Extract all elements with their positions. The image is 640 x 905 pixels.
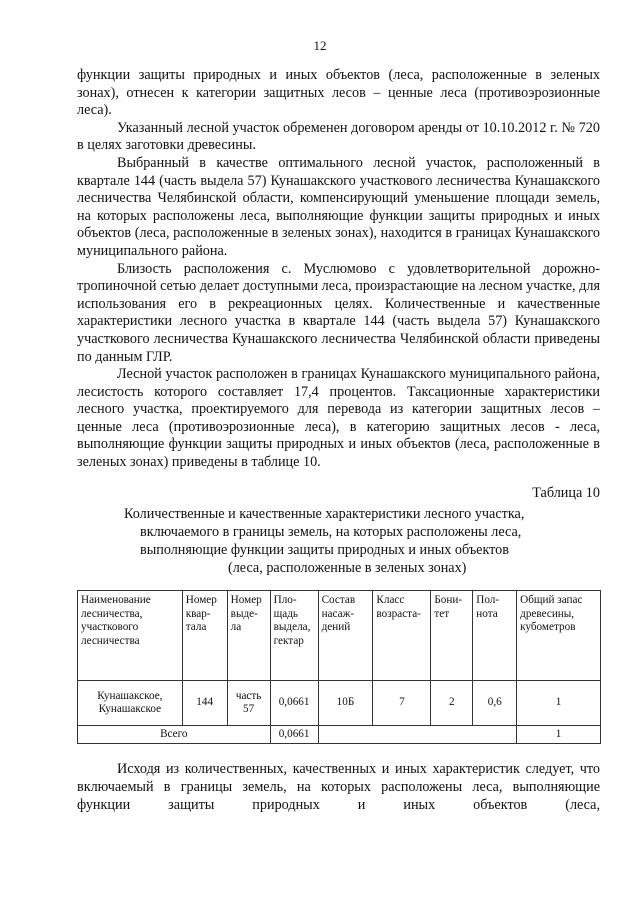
paragraph-6: Исходя из количественных, качественных и иных характеристик следует, что включаемый в границы земель, на которых расположены леса, выполняющие функции защиты природных и иных объектов (леса,	[77, 761, 600, 813]
header-forestry: Наименование лесничества, участкового лесничества	[78, 591, 183, 681]
cell-area: 0,0661	[270, 681, 318, 726]
header-bonitet: Бони-тет	[431, 591, 473, 681]
table-caption: Таблица 10	[532, 485, 600, 501]
table-row	[78, 681, 601, 726]
table-title-line: (леса, расположенные в зеленых зонах)	[228, 560, 467, 576]
cell-composition: 10Б	[318, 681, 373, 726]
table-title-line: включаемого в границы земель, на которых расположены леса,	[140, 524, 522, 540]
cell-quarter: 144	[182, 681, 227, 726]
cell-section: часть 57	[227, 681, 270, 726]
paragraph-4: Близость расположения с. Муслюмово с удовлетворительной дорожно-тропиночной сетью делает доступными леса, произрастающие на лесном участке, для использования его в рекреационных целях. Количественные и качественные характеристики лесного участка в квартале 144 (часть выдела 57) Кунашакского участкового лесничества Кунашакского лесничества Челябинской области приведены по данным ГЛР.	[77, 260, 600, 365]
paragraph-2: Указанный лесной участок обременен договором аренды от 10.10.2012 г. № 720 в целях заготовки древесины.	[77, 119, 600, 154]
paragraph-1: функции защиты природных и иных объектов (леса, расположенные в зеленых зонах), отнесен к категории защитных лесов – ценные леса (противоэрозионные леса).	[77, 67, 600, 119]
cell-bonitet: 2	[431, 681, 473, 726]
header-section: Номер выде-ла	[227, 591, 270, 681]
table-title-line: Количественные и качественные характеристики лесного участка,	[124, 506, 525, 522]
forest-plot-table	[77, 590, 601, 744]
body-text-top	[77, 67, 600, 472]
header-composition: Состав насаж-дений	[318, 591, 373, 681]
header-area: Пло-щадь выдела, гектар	[270, 591, 318, 681]
header-age-class: Класс возраста-	[373, 591, 431, 681]
body-text-bottom	[77, 761, 600, 814]
cell-density: 0,6	[473, 681, 517, 726]
paragraph-5: Лесной участок расположен в границах Кунашакского муниципального района, лесистость которого составляет 17,4 процентов. Таксационные характеристики лесного участка, проектируемого для перевода из категории защитных лесов – ценные леса (противоэрозионные леса), в категорию защитных лесов - леса, выполняющие функции защиты природных и иных объектов (леса, расположенные в зеленых зонах) приведены в таблице 10.	[77, 366, 600, 471]
total-empty	[318, 726, 517, 744]
cell-forestry: Кунашакское, Кунашакское	[78, 681, 183, 726]
cell-age-class: 7	[373, 681, 431, 726]
table-header-row	[78, 591, 601, 681]
table-title	[77, 505, 600, 577]
header-quarter: Номер квар-тала	[182, 591, 227, 681]
header-density: Пол-нота	[473, 591, 517, 681]
table-title-line: выполняющие функции защиты природных и иных объектов	[140, 542, 509, 558]
total-stock: 1	[517, 726, 601, 744]
cell-stock: 1	[517, 681, 601, 726]
total-label: Всего	[78, 726, 271, 744]
total-area: 0,0661	[270, 726, 318, 744]
header-stock: Общий запас древесины, кубометров	[517, 591, 601, 681]
table-total-row	[78, 726, 601, 744]
page-number: 12	[313, 38, 327, 53]
paragraph-3: Выбранный в качестве оптимального лесной участок, расположенный в квартале 144 (часть выдела 57) Кунашакского участкового лесничества Кунашакского лесничества Челябинской области, компенсирующий уменьшение площади земель, на которых расположены леса, выполняющие функции защиты природных и иных объектов (леса, расположенные в зеленых зонах), находится в границах Кунашакского муниципального района.	[77, 154, 600, 259]
